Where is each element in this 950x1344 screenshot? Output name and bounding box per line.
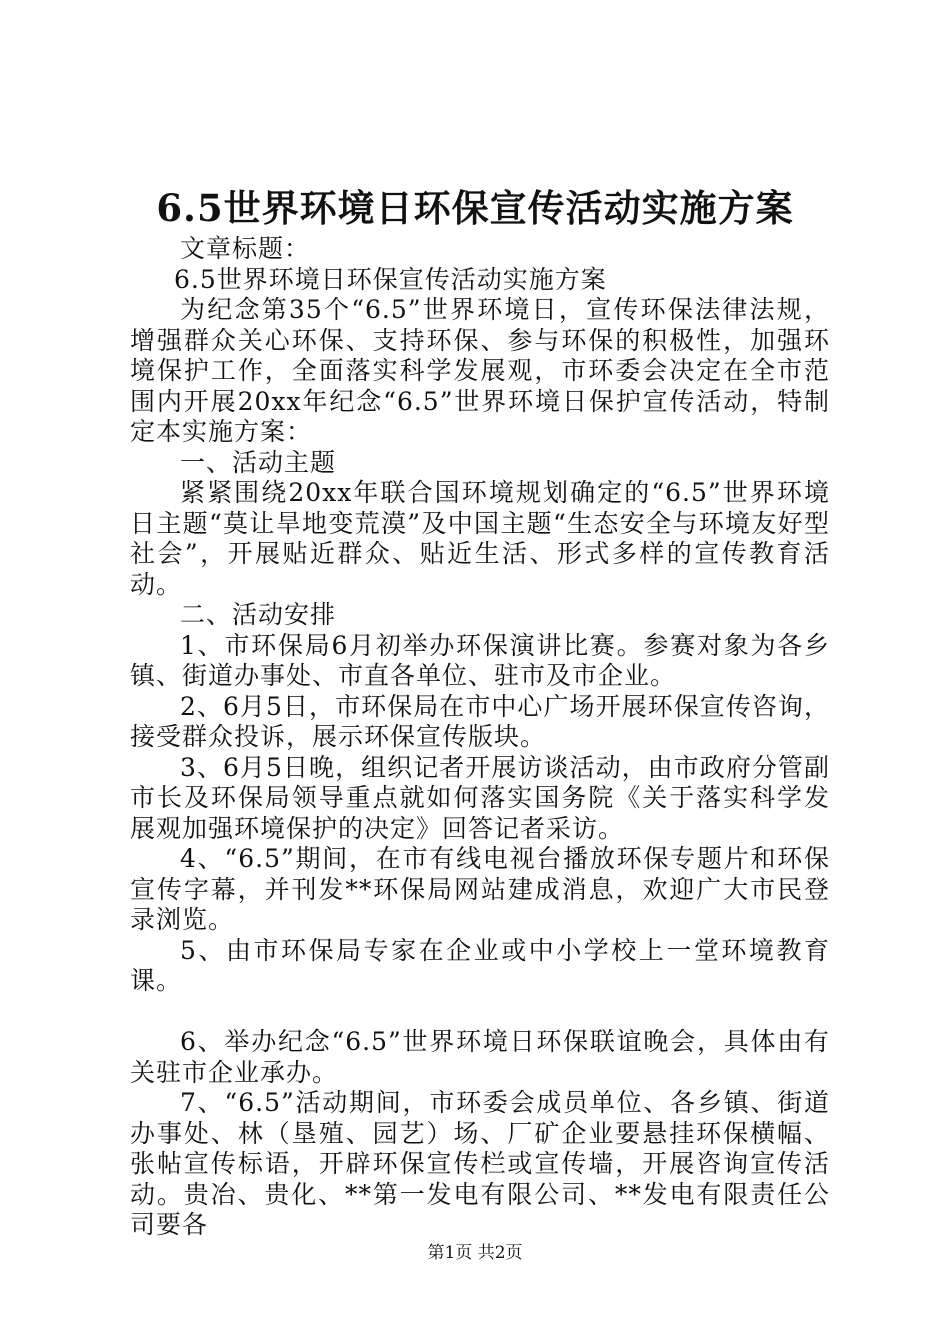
arrangement-item-5: 5、由市环保局专家在企业或中小学校上一堂环境教育课。 [130,935,830,995]
article-title-label: 文章标题： [180,234,311,263]
page-number-footer: 第1页 共2页 [427,1243,523,1263]
intro-paragraph: 为纪念第35个“6.5”世界环境日，宣传环保法律法规，增强群众关心环保、支持环保、参与环保的积极性，加强环境保护工作，全面落实科学发展观，市环委会决定在全市范围内开展20xx年纪念“6.5”世界环境日保护宣传活动，特制定本实施方案： [130,295,830,446]
theme-paragraph: 紧紧围绕20xx年联合国环境规划确定的“6.5”世界环境日主题“莫让旱地变荒漠”及中国主题“生态安全与环境友好型社会”，开展贴近群众、贴近生活、形式多样的宣传教育活动。 [130,478,830,599]
arrangement-item-1: 1、市环保局6月初举办环保演讲比赛。参赛对象为各乡镇、街道办事处、市直各单位、驻市及市企业。 [130,630,830,690]
arrangement-item-3: 3、6月5日晚，组织记者开展访谈活动，由市政府分管副市长及环保局领导重点就如何落实国务院《关于落实科学发展观加强环境保护的决定》回答记者采访。 [130,752,830,843]
document-title: 6.5世界环境日环保宣传活动实施方案 [156,186,794,230]
arrangement-item-2: 2、6月5日，市环保局在市中心广场开展环保宣传咨询，接受群众投诉，展示环保宣传版块。 [130,691,830,751]
arrangement-item-4: 4、“6.5”期间，在市有线电视台播放环保专题片和环保宣传字幕，并刊发**环保局网站建成消息，欢迎广大市民登录浏览。 [130,844,830,934]
article-title-value: 6.5世界环境日环保宣传活动实施方案 [174,264,607,294]
document-body [130,234,830,1241]
arrangement-item-7: 7、“6.5”活动期间，市环委会成员单位、各乡镇、街道办事处、林（垦殖、园艺）场、厂矿企业要悬挂环保横幅、张帖宣传标语，开辟环保宣传栏或宣传墙，开展咨询宣传活动。贵冶、贵化、**第一发电有限公司、**发电有限责任公司要各 [130,1088,830,1239]
section-heading-theme: 一、活动主题 [180,447,337,477]
arrangement-item-6: 6、举办纪念“6.5”世界环境日环保联谊晚会，具体由有关驻市企业承办。 [130,1027,830,1087]
section-heading-arrangement: 二、活动安排 [180,600,337,629]
blank-line [130,997,830,1028]
